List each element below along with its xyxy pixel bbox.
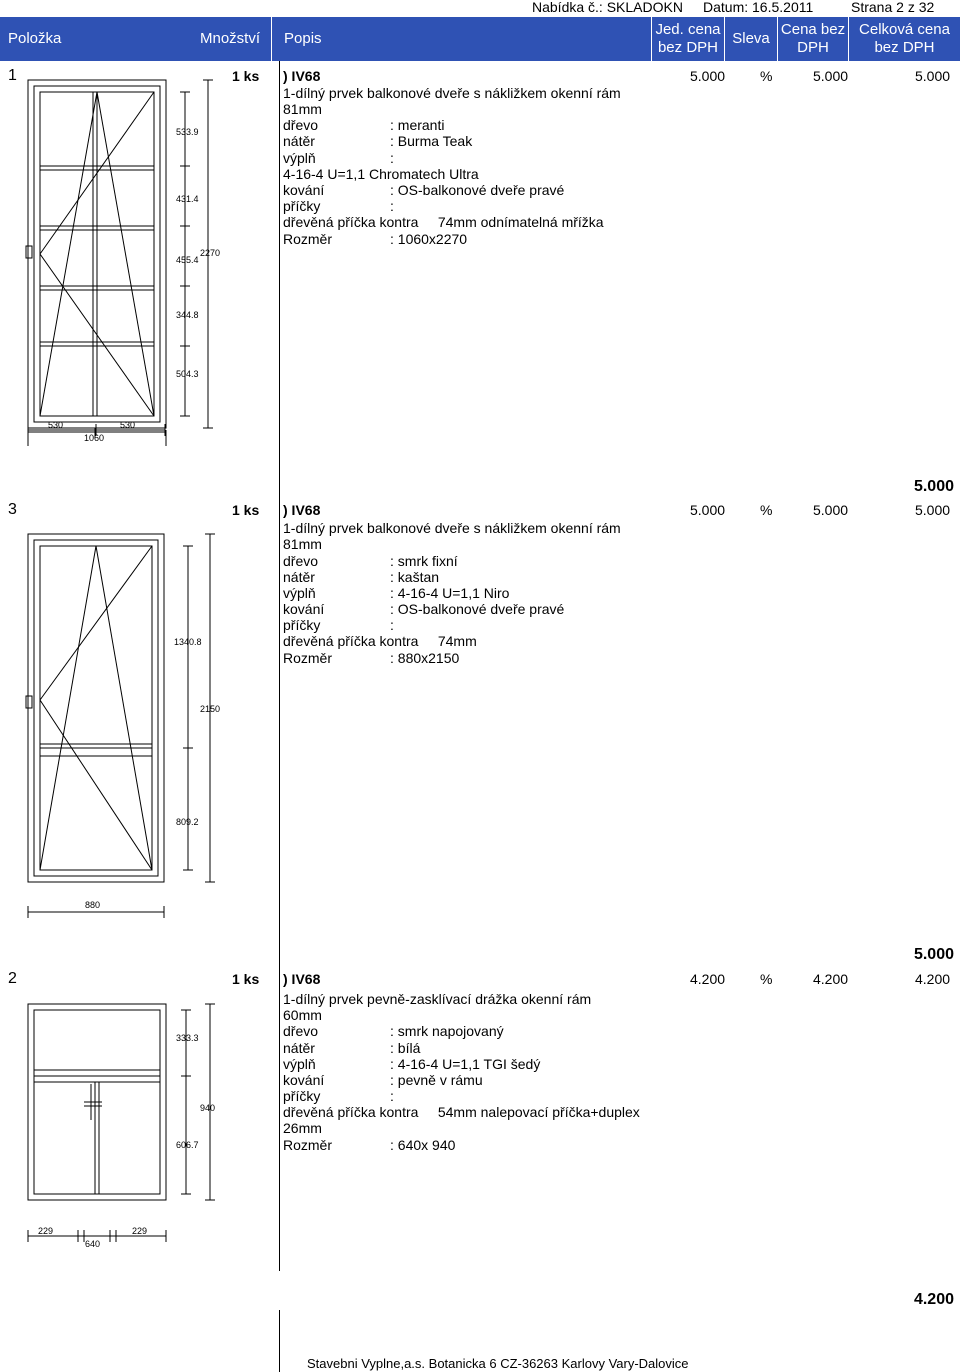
dim-label: 455.4 (176, 255, 199, 265)
item-number: 1 (8, 67, 17, 84)
item-price: 4.200 (813, 971, 849, 987)
label-paint: nátěr (283, 569, 315, 585)
col-qty: Množství (199, 30, 260, 47)
dim-label: 530 (48, 420, 64, 430)
desc-line2: 81mm (283, 536, 322, 552)
footer-divider (279, 1310, 280, 1372)
item-subtotal: 5.000 (913, 946, 954, 963)
bars-line2: 26mm (283, 1120, 322, 1136)
value-wood: : meranti (390, 117, 445, 133)
bars-line: dřevěná příčka kontra 54mm nalepovací příčka+duplex (283, 1104, 640, 1120)
item-code: ) IV68 (283, 68, 321, 84)
desc-line1: 1-dílný prvek balkonové dveře s nákližkem okenní rám (283, 520, 621, 536)
label-wood: dřevo (283, 553, 319, 569)
col-discount: Sleva (732, 30, 770, 47)
fill-line: 4-16-4 U=1,1 Chromatech Ultra (283, 166, 479, 182)
dim-label: 229 (132, 1226, 148, 1236)
value-bars: : (390, 1088, 394, 1104)
item-total: 5.000 (915, 68, 951, 84)
offer-number: Nabídka č.: SKLADOKN (532, 0, 683, 15)
value-size: : 1060x2270 (390, 231, 468, 247)
window-drawing-3 (0, 520, 280, 920)
dim-label: 809.2 (176, 817, 199, 827)
page-counter: Strana 2 z 32 (851, 0, 935, 15)
item-qty: 1 ks (232, 971, 260, 987)
item-price: 5.000 (813, 502, 849, 518)
desc-line1: 1-dílný prvek balkonové dveře s nákližkem okenní rám (283, 85, 621, 101)
item-code: ) IV68 (283, 502, 321, 518)
item-unit-price: 5.000 (690, 502, 726, 518)
dim-label: 2150 (200, 704, 221, 714)
item-qty: 1 ks (232, 68, 260, 84)
dim-label: 940 (200, 1103, 216, 1113)
value-hardware: : OS-balkonové dveře pravé (390, 182, 565, 198)
dim-label: 533.9 (176, 127, 199, 137)
dim-label: 333.3 (176, 1033, 199, 1043)
value-size: : 880x2150 (390, 650, 460, 666)
label-size: Rozměr (283, 231, 333, 247)
label-bars: příčky (283, 1088, 321, 1104)
item-total: 4.200 (915, 971, 951, 987)
item-total: 5.000 (915, 502, 951, 518)
item-number: 3 (8, 501, 17, 518)
col-description: Popis (284, 30, 322, 47)
value-hardware: : OS-balkonové dveře pravé (390, 601, 565, 617)
value-fill: : 4-16-4 U=1,1 Niro (390, 585, 510, 601)
label-hardware: kování (283, 601, 325, 617)
label-fill: výplň (283, 150, 316, 166)
dim-label: 640 (85, 1239, 101, 1249)
item-discount: % (760, 68, 773, 84)
value-bars: : (390, 198, 394, 214)
label-hardware: kování (283, 1072, 325, 1088)
label-wood: dřevo (283, 1023, 319, 1039)
page-header-info (500, 0, 960, 16)
label-size: Rozměr (283, 650, 333, 666)
item-qty: 1 ks (232, 502, 260, 518)
dim-label: 344.8 (176, 310, 199, 320)
item-price: 5.000 (813, 68, 849, 84)
label-paint: nátěr (283, 1040, 315, 1056)
desc-line2: 81mm (283, 101, 322, 117)
dim-label: 431.4 (176, 194, 199, 204)
col-item: Položka (8, 30, 62, 47)
value-paint: : Burma Teak (390, 133, 473, 149)
bars-line: dřevěná příčka kontra 74mm odnímatelná mřížka (283, 214, 604, 230)
value-size: : 640x 940 (390, 1137, 456, 1153)
dim-label: 2270 (200, 248, 221, 258)
value-paint: : kaštan (390, 569, 440, 585)
dim-label: 504.3 (176, 369, 199, 379)
label-paint: nátěr (283, 133, 315, 149)
item-code: ) IV68 (283, 971, 321, 987)
item-unit-price: 4.200 (690, 971, 726, 987)
dim-label: 880 (85, 900, 101, 910)
label-fill: výplň (283, 1056, 316, 1072)
desc-line1: 1-dílný prvek pevně-zasklívací drážka okenní rám (283, 991, 592, 1007)
item-unit-price: 5.000 (690, 68, 726, 84)
dim-label: 530 (120, 420, 136, 430)
item-subtotal: 4.200 (913, 1291, 954, 1308)
value-bars: : (390, 617, 394, 633)
dim-label: 606.7 (176, 1140, 199, 1150)
dim-label: 1340.8 (174, 637, 202, 647)
label-size: Rozměr (283, 1137, 333, 1153)
footer-company: Stavebni Vyplne,a.s. Botanicka 6 CZ-36263 Karlovy Vary-Dalovice (307, 1356, 689, 1371)
value-fill: : 4-16-4 U=1,1 TGI šedý (390, 1056, 541, 1072)
dim-label: 1060 (84, 433, 105, 443)
item-subtotal: 5.000 (913, 478, 954, 495)
col-total: Celková cena bez DPH (859, 21, 950, 56)
label-bars: příčky (283, 617, 321, 633)
value-wood: : smrk fixní (390, 553, 458, 569)
value-fill: : (390, 150, 394, 166)
dim-label: 229 (38, 1226, 54, 1236)
value-wood: : smrk napojovaný (390, 1023, 504, 1039)
value-paint: : bílá (390, 1040, 421, 1056)
table-header (0, 17, 960, 61)
desc-line2: 60mm (283, 1007, 322, 1023)
label-hardware: kování (283, 182, 325, 198)
value-hardware: : pevně v rámu (390, 1072, 483, 1088)
offer-date: Datum: 16.5.2011 (703, 0, 814, 15)
col-price: Cena bez DPH (780, 21, 846, 56)
label-bars: příčky (283, 198, 321, 214)
item-number: 2 (8, 970, 17, 987)
window-drawing-2 (0, 990, 280, 1250)
item-discount: % (760, 502, 773, 518)
col-unit-price: Jed. cena bez DPH (655, 21, 721, 56)
label-fill: výplň (283, 585, 316, 601)
item-discount: % (760, 971, 773, 987)
bars-line: dřevěná příčka kontra 74mm (283, 633, 477, 649)
label-wood: dřevo (283, 117, 319, 133)
